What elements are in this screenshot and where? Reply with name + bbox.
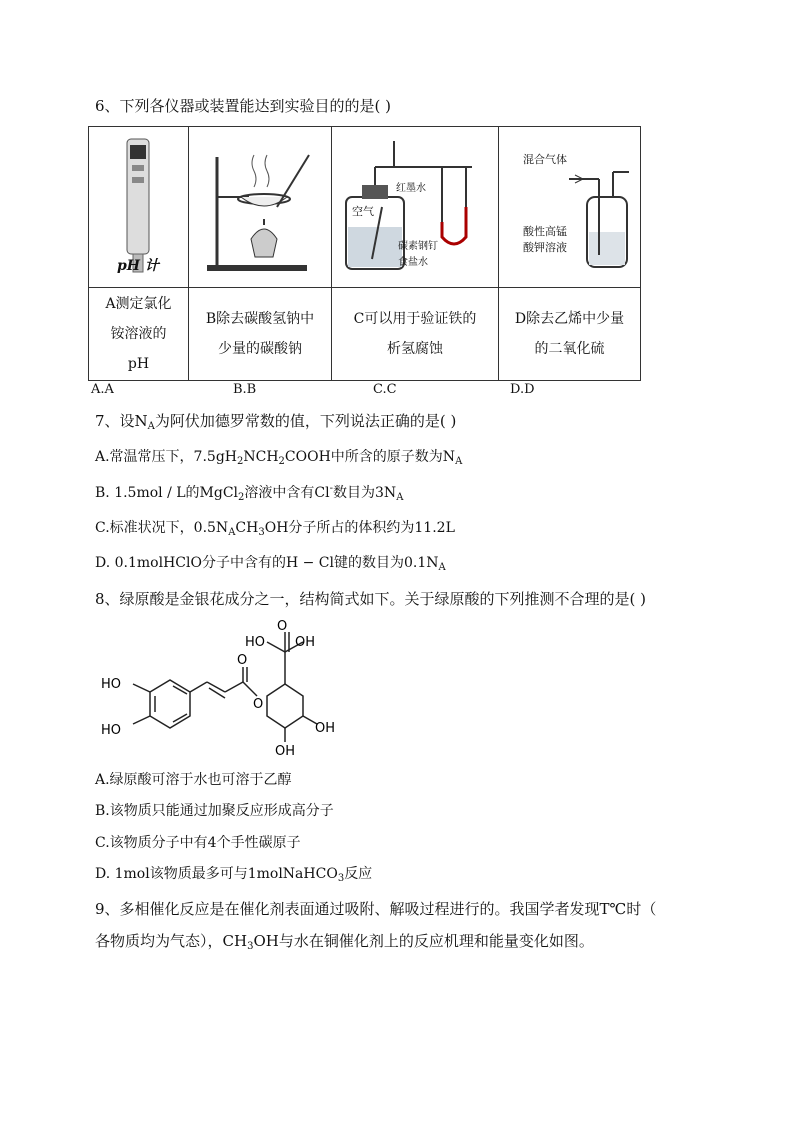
nail-label: 碳素钢钉 [398, 241, 438, 252]
structure-label: O [253, 697, 264, 712]
q7-option-c: C.标准状况下，$0.5N_ACH_3OH$分子所占的体积约为11.2L [95, 520, 455, 538]
caption-line: pH [127, 356, 150, 372]
structure-label: OH [295, 635, 316, 650]
question-7-stem: 7、设$N_A$为阿伏加德罗常数的值，下列说法正确的是( ) [95, 412, 457, 432]
caption-line: A测定氯化 [105, 296, 172, 312]
caption-line: 铵溶液的 [110, 326, 167, 342]
q7-option-d: D. 0.1molHClO分子中含有的H − Cl键的数目为$0.1N_A$ [95, 555, 446, 573]
q7-option-a: A.常温常压下，$7.5gH_2NCH_2COOH$中所含的原子数为$N_A$ [95, 449, 463, 467]
solution-label-2: 酸钾溶液 [523, 241, 567, 254]
gas-washing-bottle-illustration [499, 127, 640, 287]
structure-label: OH [315, 721, 336, 736]
q6-choice-b: B.B [233, 382, 257, 397]
salt-water-label: 食盐水 [398, 257, 428, 268]
cell-c-caption [332, 288, 499, 381]
solution-label-1: 酸性高锰 [523, 225, 567, 238]
structure-label: HO [101, 677, 122, 692]
question-9-line-2: 各物质均为气态），$CH_3OH$与水在铜催化剂上的反应机理和能量变化如图。 [95, 932, 594, 952]
q6-choice-c: C.C [373, 382, 397, 397]
cell-b-caption [189, 288, 332, 381]
q8-option-b: B.该物质只能通过加聚反应形成高分子 [95, 803, 334, 819]
cell-d-caption [499, 288, 641, 381]
caption-line: 少量的碳酸钠 [218, 341, 302, 357]
ink-label: 红墨水 [396, 183, 426, 194]
mixed-gas-label: 混合气体 [523, 153, 567, 166]
q8-option-a: A.绿原酸可溶于水也可溶于乙醇 [95, 772, 292, 788]
q6-choice-d: D.D [510, 382, 535, 397]
cell-a-caption [89, 288, 189, 381]
question-6-table [88, 126, 641, 381]
structure-label: OH [275, 744, 296, 759]
caption-line: 的二氧化硫 [534, 341, 605, 357]
question-6-stem: 6、下列各仪器或装置能达到实验目的的是( ) [95, 97, 392, 115]
structure-label: HO [101, 723, 122, 738]
caption-line: C可以用于验证铁的 [353, 311, 477, 327]
cell-d-image [499, 127, 641, 288]
structure-label: O [237, 653, 248, 668]
question-8-stem: 8、绿原酸是金银花成分之一，结构简式如下。关于绿原酸的下列推测不合理的是( ) [95, 590, 647, 608]
caption-line: 析氢腐蚀 [387, 341, 443, 357]
cell-a-image [89, 127, 189, 288]
question-9-line-1: 9、多相催化反应是在催化剂表面通过吸附、解吸过程进行的。我国学者发现T℃时（ [95, 900, 657, 918]
structure-label: HO [245, 635, 266, 650]
ph-meter-label: pH 计 [117, 258, 159, 274]
air-label: 空气 [352, 205, 374, 218]
chlorogenic-acid-structure [95, 612, 345, 762]
cell-b-image [189, 127, 332, 288]
heating-setup-illustration [189, 127, 331, 287]
q7-option-b: B. 1.5mol / L的MgCl$_2$溶液中含有Cl-数目为$3N_A$ [95, 483, 404, 503]
q8-option-c: C.该物质分子中有4个手性碳原子 [95, 835, 301, 851]
cell-c-image [332, 127, 499, 288]
caption-line: D除去乙烯中少量 [514, 311, 625, 327]
q6-choice-a: A.A [91, 382, 114, 397]
caption-line: B除去碳酸氢钠中 [205, 311, 315, 327]
q8-option-d: D. 1mol该物质最多可与1molNaHCO$_3$反应 [95, 866, 373, 884]
svg-text:O: O [277, 619, 288, 634]
